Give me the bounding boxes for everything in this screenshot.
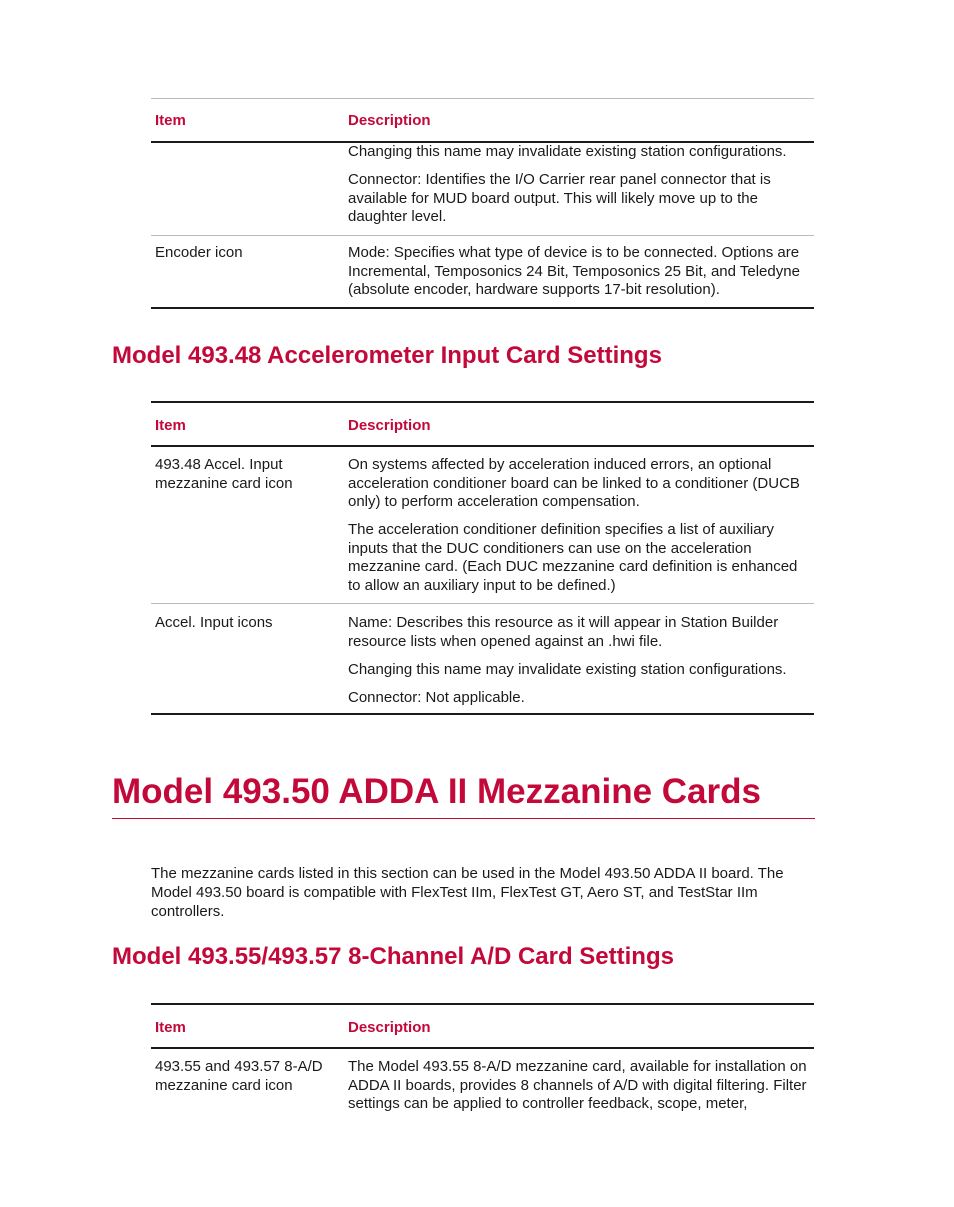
table-bottom-rule [151, 713, 814, 715]
header-description: Description [348, 1019, 431, 1036]
row-description-para: The acceleration conditioner definition specifies a list of auxiliary inputs that the DUC conditioners can use on the acceleration mezzanine card. (Each DUC mezzanine card definition is enhanced to allow an auxiliary input to be defined.) [348, 521, 798, 594]
row-item: 493.48 Accel. Input mezzanine card icon [155, 456, 293, 492]
chapter-intro: The mezzanine cards listed in this section can be used in the Model 493.50 ADDA II board. The Model 493.50 board is compatible with FlexTest IIm, FlexTest GT, Aero ST, and TestStar IIm controllers. [151, 865, 784, 920]
header-rule [151, 445, 814, 447]
table-8-channel-ad-settings [151, 1003, 814, 1123]
row-divider [151, 235, 814, 236]
chapter-title: Model 493.50 ADDA II Mezzanine Cards [112, 772, 761, 811]
row-description-para: Changing this name may invalidate existing station configurations. [348, 143, 787, 160]
row-description-para: On systems affected by acceleration induced errors, an optional acceleration conditioner board can be linked to a conditioner (DUCB only) to perform acceleration compensation. [348, 456, 800, 511]
table-header [151, 98, 814, 142]
row-description-para: Mode: Specifies what type of device is to be connected. Options are Incremental, Temposonics 24 Bit, Temposonics 25 Bit, and Teledyne (absolute encoder, hardware supports 17-bit resolution). [348, 244, 800, 299]
section-heading-8-channel-ad: Model 493.55/493.57 8-Channel A/D Card Settings [112, 943, 674, 970]
header-description: Description [348, 417, 431, 434]
header-description: Description [348, 112, 431, 129]
row-description-para: Connector: Not applicable. [348, 689, 525, 706]
row-item: Encoder icon [155, 244, 243, 261]
header-item: Item [155, 417, 186, 434]
table-bottom-rule [151, 307, 814, 309]
header-item: Item [155, 112, 186, 129]
section-heading-accelerometer: Model 493.48 Accelerometer Input Card Settings [112, 342, 662, 369]
table-header [151, 403, 814, 447]
chapter-title-rule [112, 818, 815, 819]
row-description-para: Changing this name may invalidate existing station configurations. [348, 661, 787, 678]
row-description-para: The Model 493.55 8-A/D mezzanine card, available for installation on ADDA II boards, provides 8 channels of A/D with digital filtering. Filter settings can be applied to controller feedback, scope, meter, [348, 1058, 807, 1113]
row-description-para: Name: Describes this resource as it will appear in Station Builder resource lists when opened against an .hwi file. [348, 614, 779, 650]
header-rule [151, 1047, 814, 1049]
row-divider [151, 603, 814, 604]
table-header [151, 1005, 814, 1049]
row-item: Accel. Input icons [155, 614, 273, 631]
header-item: Item [155, 1019, 186, 1036]
row-description-para: Connector: Identifies the I/O Carrier rear panel connector that is available for MUD board output. This will likely move up to the daughter level. [348, 171, 771, 226]
row-item: 493.55 and 493.57 8-A/D mezzanine card icon [155, 1058, 323, 1094]
table-accelerometer-settings [151, 401, 814, 717]
table-encoder-settings [151, 98, 814, 310]
